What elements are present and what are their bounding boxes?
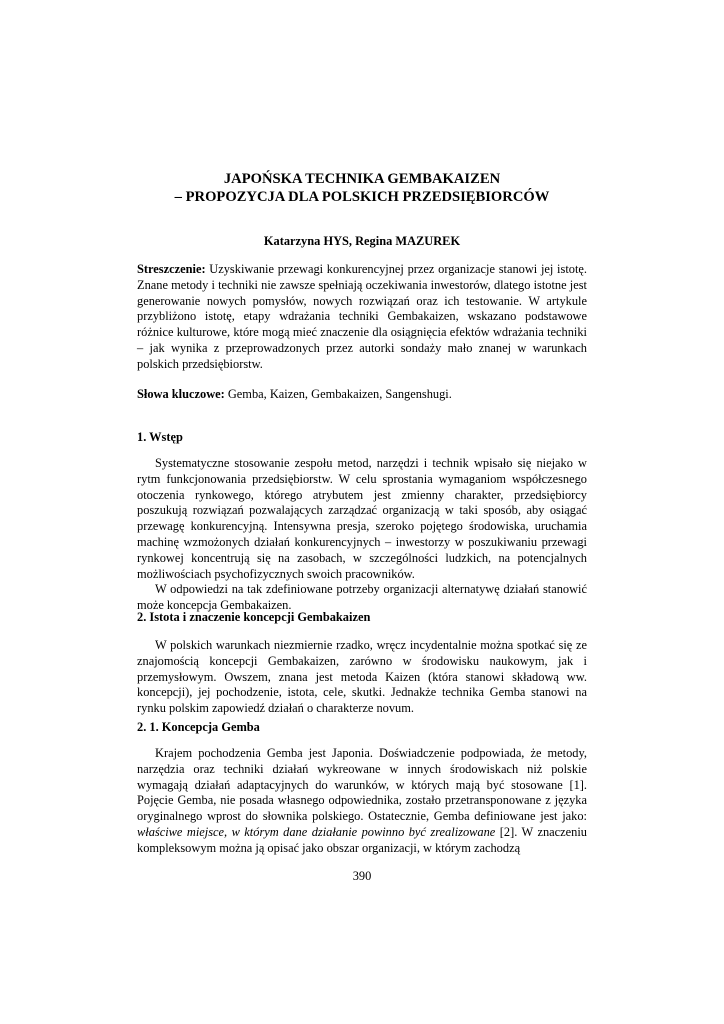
paragraph-text: [2]. W znaczeniu kompleksowym można ją opisać jako obszar organizacji, w którym zachodzą [137, 824, 587, 855]
section-heading-essence: 2. Istota i znaczenie koncepcji Gembakaizen [137, 610, 371, 624]
paragraph [137, 746, 587, 857]
abstract [137, 262, 587, 373]
section-heading-gemba: 2. 1. Koncepcja Gemba [137, 720, 260, 734]
abstract-label: Streszczenie: [137, 262, 206, 276]
paragraph: Systematyczne stosowanie zespołu metod, narzędzi i technik wpisało się niejako w rytm funkcjonowania przedsiębiorstw. W celu sprostania wymaganiom współczesnego otoczenia rynkowego, którego atrybutem jest zmienny charakter, przedsiębiorcy poszukują rozwiązań pozwalających zarządzać organizacją w taki sposób, aby osiągać przewagę konkurencyjną. Intensywna presja, szeroko pojętego środowiska, uruchamia machinę wzmożonych działań konkurencyjnych – inwestorzy w poszukiwaniu przewagi rynkowej koncentrują się na zasobach, w szczególności ludzkich, na potencjalnych możliwościach psychofizycznych swoich pracowników. [137, 456, 587, 581]
paper-title [137, 170, 587, 206]
paragraph: W odpowiedzi na tak zdefiniowane potrzeby organizacji alternatywę działań stanowić może koncepcja Gembakaizen. [137, 582, 587, 613]
emphasized-definition: właściwe miejsce, w którym dane działanie powinno być zrealizowane [137, 824, 496, 839]
keywords-text: Gemba, Kaizen, Gembakaizen, Sangenshugi. [224, 387, 452, 401]
section-body-gemba [137, 746, 587, 857]
section-heading-intro: 1. Wstęp [137, 430, 183, 444]
section-body-intro [137, 456, 587, 614]
keywords [137, 387, 587, 403]
page-number: 390 [352, 869, 372, 883]
paragraph: W polskich warunkach niezmiernie rzadko, wręcz incydentalnie można spotkać się ze znajomością koncepcji Gembakaizen, zarówno w środowisku naukowym, jak i przemysłowym. Owszem, znana jest metoda Kaizen (która stanowi składową ww. koncepcji), jej pochodzenie, istota, cele, skutki. Jednakże technika Gemba stanowi na rynku polskim zapowiedź działań o charakterze novum. [137, 638, 587, 716]
title-line-1: JAPOŃSKA TECHNIKA GEMBAKAIZEN [223, 171, 501, 187]
title-line-2: – PROPOZYCJA DLA POLSKICH PRZEDSIĘBIORCÓW [174, 189, 550, 205]
abstract-text: Uzyskiwanie przewagi konkurencyjnej przez organizacje stanowi jej istotę. Znane metody i techniki nie zawsze spełniają oczekiwania inwestorów, dlatego istotne jest generowanie nowych pomysłów, nowych rozwiązań oraz ich testowanie. W artykule przybliżono istotę, etapy wdrażania techniki Gembakaizen, wskazano podstawowe różnice kulturowe, które mogą mieć znaczenie dla osiągnięcia efektów wdrażania techniki – jak wynika z przeprowadzonych przez autorki sondaży mało znanej w warunkach polskich przedsiębiorstw. [137, 262, 587, 371]
section-body-essence [137, 638, 587, 717]
keywords-label: Słowa kluczowe: [137, 387, 225, 401]
authors: Katarzyna HYS, Regina MAZUREK [263, 234, 461, 248]
paragraph-text: Krajem pochodzenia Gemba jest Japonia. Doświadczenie podpowiada, że metody, narzędzia oraz techniki działań wykreowane w innych środowiskach niż polskie wymagają działań adaptacyjnych do warunków, w których mają być stosowane [1]. Pojęcie Gemba, nie posada własnego odpowiednika, zostało przetransponowane z języka oryginalnego wprost do słownika polskiego. Ostatecznie, Gemba definiowane jest jako: [137, 746, 587, 824]
